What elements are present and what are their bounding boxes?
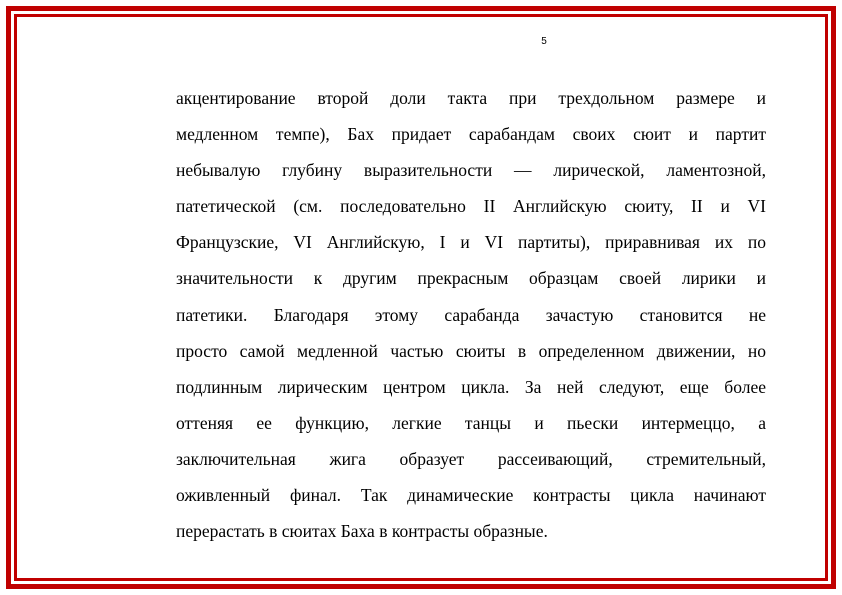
text-line: значительности к другим прекрасным образцам своей лирики и <box>176 268 766 289</box>
text-line: медленном темпе), Бах придает сарабандам своих сюит и партит <box>176 124 766 145</box>
text-line: перерастать в сюитах Баха в контрасты образные. <box>176 521 548 542</box>
text-line: патетики. Благодаря этому сарабанда зачастую становится не <box>176 304 766 325</box>
text-line: заключительная жига образует рассеивающий, стремительный, <box>176 448 766 469</box>
text-line: оживленный финал. Так динамические контрасты цикла начинают <box>176 485 766 506</box>
text-line: патетической (см. последовательно II Английскую сюиту, II и VI <box>176 196 766 217</box>
page-number: 5 <box>541 36 547 47</box>
text-line: оттеняя ее функцию, легкие танцы и пьески интермеццо, а <box>176 412 766 433</box>
text-line: небывалую глубину выразительности — лирической, ламентозной, <box>176 160 766 181</box>
text-line: подлинным лирическим центром цикла. За ней следуют, еще более <box>176 376 766 397</box>
text-line: Французские, VI Английскую, I и VI партиты), приравнивая их по <box>176 232 766 253</box>
text-line: акцентирование второй доли такта при трехдольном размере и <box>176 88 766 108</box>
text-line: просто самой медленной частью сюиты в определенном движении, но <box>176 340 766 361</box>
body-paragraph <box>176 86 766 555</box>
